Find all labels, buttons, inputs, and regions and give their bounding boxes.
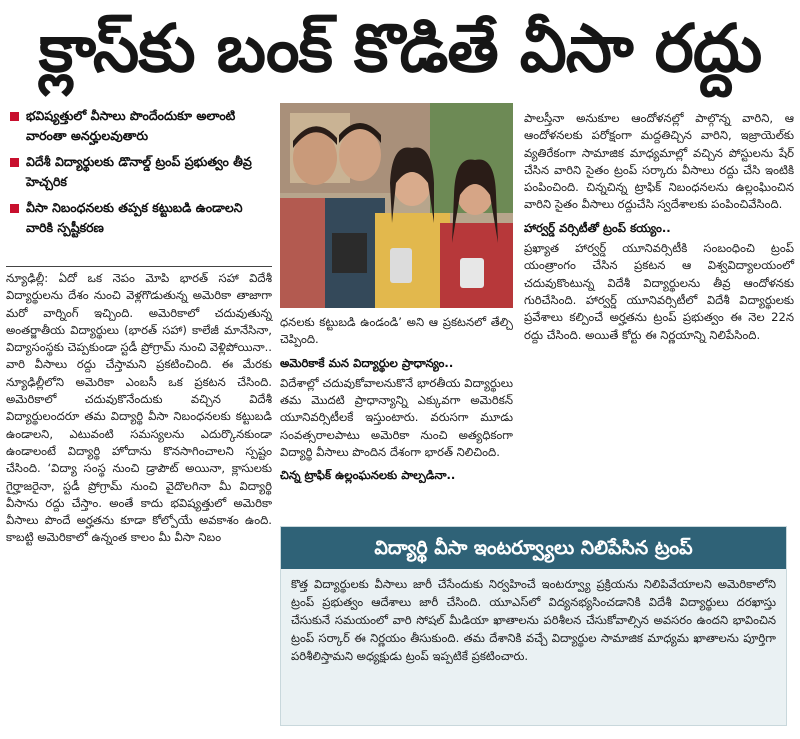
article-paragraph: ప్రఖ్యాత హార్వర్డ్ యూనివర్సిటీకి సంబంధించి ట్రంప్ యంత్రాంగం చేసిన ప్రకటన ఆ విశ్వవిద్యాలయంలో చదువుకొంటున్న విదేశీ విద్యార్థులను తీవ్ర ఆందోళనకు గురిచేసింది. హార్వర్డ్ యూనివర్సిటీలో విదేశీ విద్యార్థులకు ప్రవేశాలు కల్పించే అర్హతను ట్రంప్ ప్రభుత్వం ఈ నెల 22న రద్దు చేసింది. అయితే కోర్టు ఈ నిర్ణయాన్ని నిలిపేసింది.: [524, 241, 794, 342]
sidebar-box-text: కొత్త విద్యార్థులకు వీసాలు జారీ చేసేందుకు నిర్వహించే ఇంటర్వ్యూ ప్రక్రియను నిలిపివేయాలని అమెరికాలోని ట్రంప్ ప్రభుత్వం ఆదేశాలు జారీ చేసింది. యూఎస్‌లో విద్యనభ్యసించడానికి విదేశీ విద్యార్థులు దరఖాస్తు చేసుకునే సమయంలో వారి సోషల్ మీడియా ఖాతాలను పరిశీలన చేసుకోవాల్సిన అవసరం ఉందని భావించిన ట్రంప్ సర్కార్ ఈ నిర్ణయం తీసుకుంది. తమ దేశానికి వచ్చే విద్యార్థుల సామాజిక మాధ్యమ ఖాతాలను పూర్తిగా పరిశీలిస్తామని అధ్యక్షుడు ట్రంప్ ఇప్పటికే ప్రకటించారు.: [291, 577, 776, 663]
key-point: [8, 106, 270, 146]
article-column-2: [280, 314, 513, 488]
key-point-text: వీసా నిబంధనలకు తప్పక కట్టుబడి ఉండాలని వారికి స్పష్టీకరణ: [26, 200, 243, 235]
key-points-list: [8, 106, 270, 244]
headline: క్లాస్‌కు బంక్ కొడితే వీసా రద్దు: [38, 10, 762, 87]
sidebar-box: [280, 526, 787, 726]
sidebar-box-title: విద్యార్థి వీసా ఇంటర్వ్యూలు నిలిపేసిన ట్రంప్: [281, 527, 786, 569]
article-paragraph: న్యూఢిల్లీ: ఏదో ఒక నెపం మోపి భారత్ సహా విదేశీ విద్యార్థులను దేశం నుంచి వెళ్లగొడుతున్న అమెరికా తాజాగా మరో వార్నింగ్ ఇచ్చింది. అమెరికాలో చదువుతున్న అంతర్జాతీయ విద్యార్థులు (భారత్ సహా) కాలేజీ మానేసినా, విద్యాసంస్థకు చెప్పకుండా స్టడీ ప్రోగ్రామ్ నుంచి వెళ్లిపోయినా.. వారి వీసాలు రద్దు చేస్తామని ప్రకటించింది. ఈ మేరకు న్యూఢిల్లీలోని అమెరికా ఎంబసీ ఒక ప్రకటన చేసింది. అమెరికాలో చదువుకొనేందుకు వచ్చిన విదేశీ విద్యార్థులందరూ తమ విద్యార్థి వీసా నిబంధనలకు కట్టుబడి ఉండాలని, ఎటువంటి సమస్యలను ఎదుర్కొనకుండా ఉండాలంటే విద్యార్థి హోదాను కొనసాగించాలని స్పష్టం చేసింది. ‘విద్యా సంస్థ నుంచి డ్రాపౌట్ అయినా, క్లాసులకు గైర్హాజరైనా, స్టడీ ప్రోగ్రామ్ నుంచి వైదొలగినా మీ విద్యార్థి వీసాను రద్దు చేస్తాం. అంతే కాదు భవిష్యత్తులో అమెరికా వీసాలు పొందే అర్హతను కూడా కోల్పోయే అవకాశం ఉంది. కాబట్టి అమెరికాలో ఉన్నంత కాలం మీ వీసా నిబం: [6, 271, 272, 545]
article-column-1: [6, 266, 272, 553]
subheading: అమెరికాకే మన విద్యార్థుల ప్రాధాన్యం..: [280, 355, 454, 370]
photo-illustration: [280, 103, 513, 308]
key-point-text: విదేశీ విద్యార్థులకు డొనాల్డ్ ట్రంప్ ప్రభుత్వం తీవ్ర హెచ్చరిక: [26, 154, 252, 189]
article-paragraph: పాలస్తీనా అనుకూల ఆందోళనల్లో పాల్గొన్న వారిని, ఆ ఆందోళనలకు పరోక్షంగా మద్దతిచ్చిన వారిని, ఇజ్రాయెల్‌కు వ్యతిరేకంగా సామాజిక మాధ్యమాల్లో వచ్చిన పోస్టులను షేర్ చేసిన వారిని సైతం ట్రంప్ సర్కారు వీసాలు రద్దు చేసి ఇంటికి పంపించింది. చిన్నచిన్న ట్రాఫిక్ నిబంధనలను ఉల్లంఘించిన వారిని సైతం వీసాలు రద్దుచేసి స్వదేశాలకు పంపించివేసింది.: [524, 111, 794, 212]
red-square-bullet-icon: [10, 112, 19, 121]
article-paragraph: ధనలకు కట్టుబడి ఉండండి’ అని ఆ ప్రకటనలో తేల్చి చెప్పింది.: [280, 315, 513, 347]
subheading: చిన్న ట్రాఫిక్ ఉల్లంఘనలకు పాల్పడినా..: [280, 468, 456, 483]
key-point: [8, 152, 270, 192]
key-point: [8, 198, 270, 238]
article-paragraph: విదేశాల్లో చదువుకోవాలనుకొనే భారతీయ విద్యార్థులు తమ మొదటి ప్రాధాన్యాన్ని ఎక్కువగా అమెరికన్ యూనివర్సిటీలకే ఇస్తుంటారు. వరుసగా మూడు సంవత్సరాలపాటు అమెరికా నుంచి అత్యధికంగా విద్యార్థి వీసాలు పొందిన దేశంగా భారత్ నిలిచింది.: [280, 375, 513, 460]
subheading: హార్వర్డ్ వర్సిటీతో ట్రంప్ కయ్యం..: [524, 220, 671, 235]
students-with-phones-photo: [280, 103, 513, 308]
key-point-text: భవిష్యత్తులో వీసాలు పొందేందుకూ అలాంటి వారంతా అనర్హులవుతారు: [26, 108, 236, 143]
red-square-bullet-icon: [10, 158, 19, 167]
article-column-3: [524, 110, 794, 350]
red-square-bullet-icon: [10, 204, 19, 213]
